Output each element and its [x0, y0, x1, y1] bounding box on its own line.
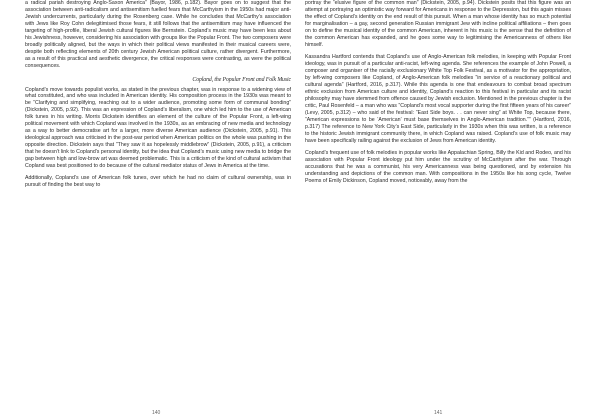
- paragraph: Additionally, Copland’s use of American folk tunes, over which he had no claim of cultural ownership, was in pursuit of finding the best way to: [25, 175, 291, 189]
- page-number-right: 141: [434, 410, 443, 416]
- paragraph: Kassandra Hartford contends that Copland’s use of Anglo-American folk melodies, in keeping with Popular Front ideology, was in pursuit of a particular anti-racist, left-wing agenda. She references the example of John Powell, a composer and organiser of the racially exclusionary White Top Folk Festival, as a motivator for the appropriation, by left-wing composers like Copland, of Anglo-American folk melodies “in service of a reactionary political and cultural agenda” (Hartford, 2016, p.317). While this agenda is one that endeavours to combat broad spectrum ethnic exclusion from American culture and identity, Copland’s reaction to this festival in particular and its racist philosophy may have stemmed from offence caused by Jewish exclusion. Mentioned in the previous chapter is the critic, Paul Rosenfeld – a man who was “Copland’s most vocal supporter during the first fifteen years of his career” (Levy, 2005, p.312) – who said of the festival: “East Side boys. . . can never sing” at White Top, because there, “American expressions to be ‘American’ must base themselves in Anglo-American tradition.”” (Hartford, 2016, p.317) The reference to New York City’s East Side, particularly in the 1930s when this was written, is a reference to the historic Jewish immigrant community there, in which Copland was raised. Copland’s use of folk music may have been specifically railing against the exclusion of Jews from American identity.: [305, 54, 571, 144]
- paragraph: portray the “elusive figure of the common man” (Dickstein, 2005, p.94). Dickstein posits that this figure was an attempt at portraying an optimistic way forward for Americans in response to the Depression, but this again misses the effect of Copland’s identity on the end result of this pursuit. When a man whose identity has so much potential for marginalisation – a gay, second generation Russian immigrant Jew with incline political affiliations – then goes on to define the musical identity of the common American, inherent in his music is the sense that the definition of the common American has expanded, and he goes some way to legitimising the Americanness of others like himself.: [305, 0, 571, 48]
- page-number-left: 140: [152, 410, 161, 416]
- right-page: [305, 0, 571, 420]
- paragraph: Copland’s move towards populist works, as stated in the previous chapter, was in response to a widening view of what constituted, and who was included in American identity. His composition process in the 1930s was meant to be “Clarifying and simplifying, reaching out to a wider audience, promoting some form of communal bonding” (Dickstein, 2005, p.92). This was an expression of Copland’s liberalism, one which led him to the use of American folk tunes in his writing. Morris Dickstein identifies an element of the culture of the Popular Front, a left-wing political movement with which Copland was involved in the 1930s, as an embracing of new media and technology as a way to better democratise art for a larger, more diverse American audience (Dickstein, 2005, p.91). This ideological approach was criticised in the post-war period when American politics on the whole was pushing in the opposite direction. Dickstein says that “They saw it as hopelessly middlebrow” (Dickstein, 2005, p.91), a criticism that he doesn’t link to Copland’s personal identity, but the idea that Copland’s music using new media to bridge the gap between high and low-brow art was deemed problematic. This is a criticism of the kind of cultural activism that Copland was best positioned to do because of the cultural mediator status of Jews in America at the time.: [25, 86, 291, 170]
- paragraph: a radical pariah destroying Anglo-Saxon America” (Bayor, 1986, p.182). Bayor goes on to suggest that the association between anti-radicalism and antisemitism fuelled fears that McCarthyism in the 1950s had major anti-Jewish undercurrents, particularly during the Rosenberg case. While he concludes that McCarthy’s association with Jews like Roy Cohn delegitimised those fears, it still follows that the antisemitism may have influenced the targeting of high-profile, liberal Jewish cultural figures like Bernstein. Copland’s music may have been less about his Jewishness, however, considering his association with groups like the Popular Front. The two composers were broadly politically aligned, but the ways in which their political views manifested in their musical careers were, despite both reflecting elements of 20th century Jewish American political culture, rather divergent. Furthermore, as a result of this practical and aesthetic divergence, the critical responses were contrasting, as were the political consequences.: [25, 0, 291, 69]
- left-page: [25, 0, 291, 420]
- section-heading: Copland, the Popular Front and Folk Music: [192, 76, 291, 83]
- paragraph: Copland’s frequent use of folk melodies in popular works like Appalachian Spring, Billy the Kid and Rodeo, and his association with Popular Front ideology put him under the scrutiny of McCarthyism after the war. Through accusations that he was a communist, his very Americanness was being questioned, and by extension his understanding and depictions of the common man. With compositions in the 1950s like his song cycle, Twelve Poems of Emily Dickinson, Copland moved, noticeably, away from the: [305, 150, 571, 184]
